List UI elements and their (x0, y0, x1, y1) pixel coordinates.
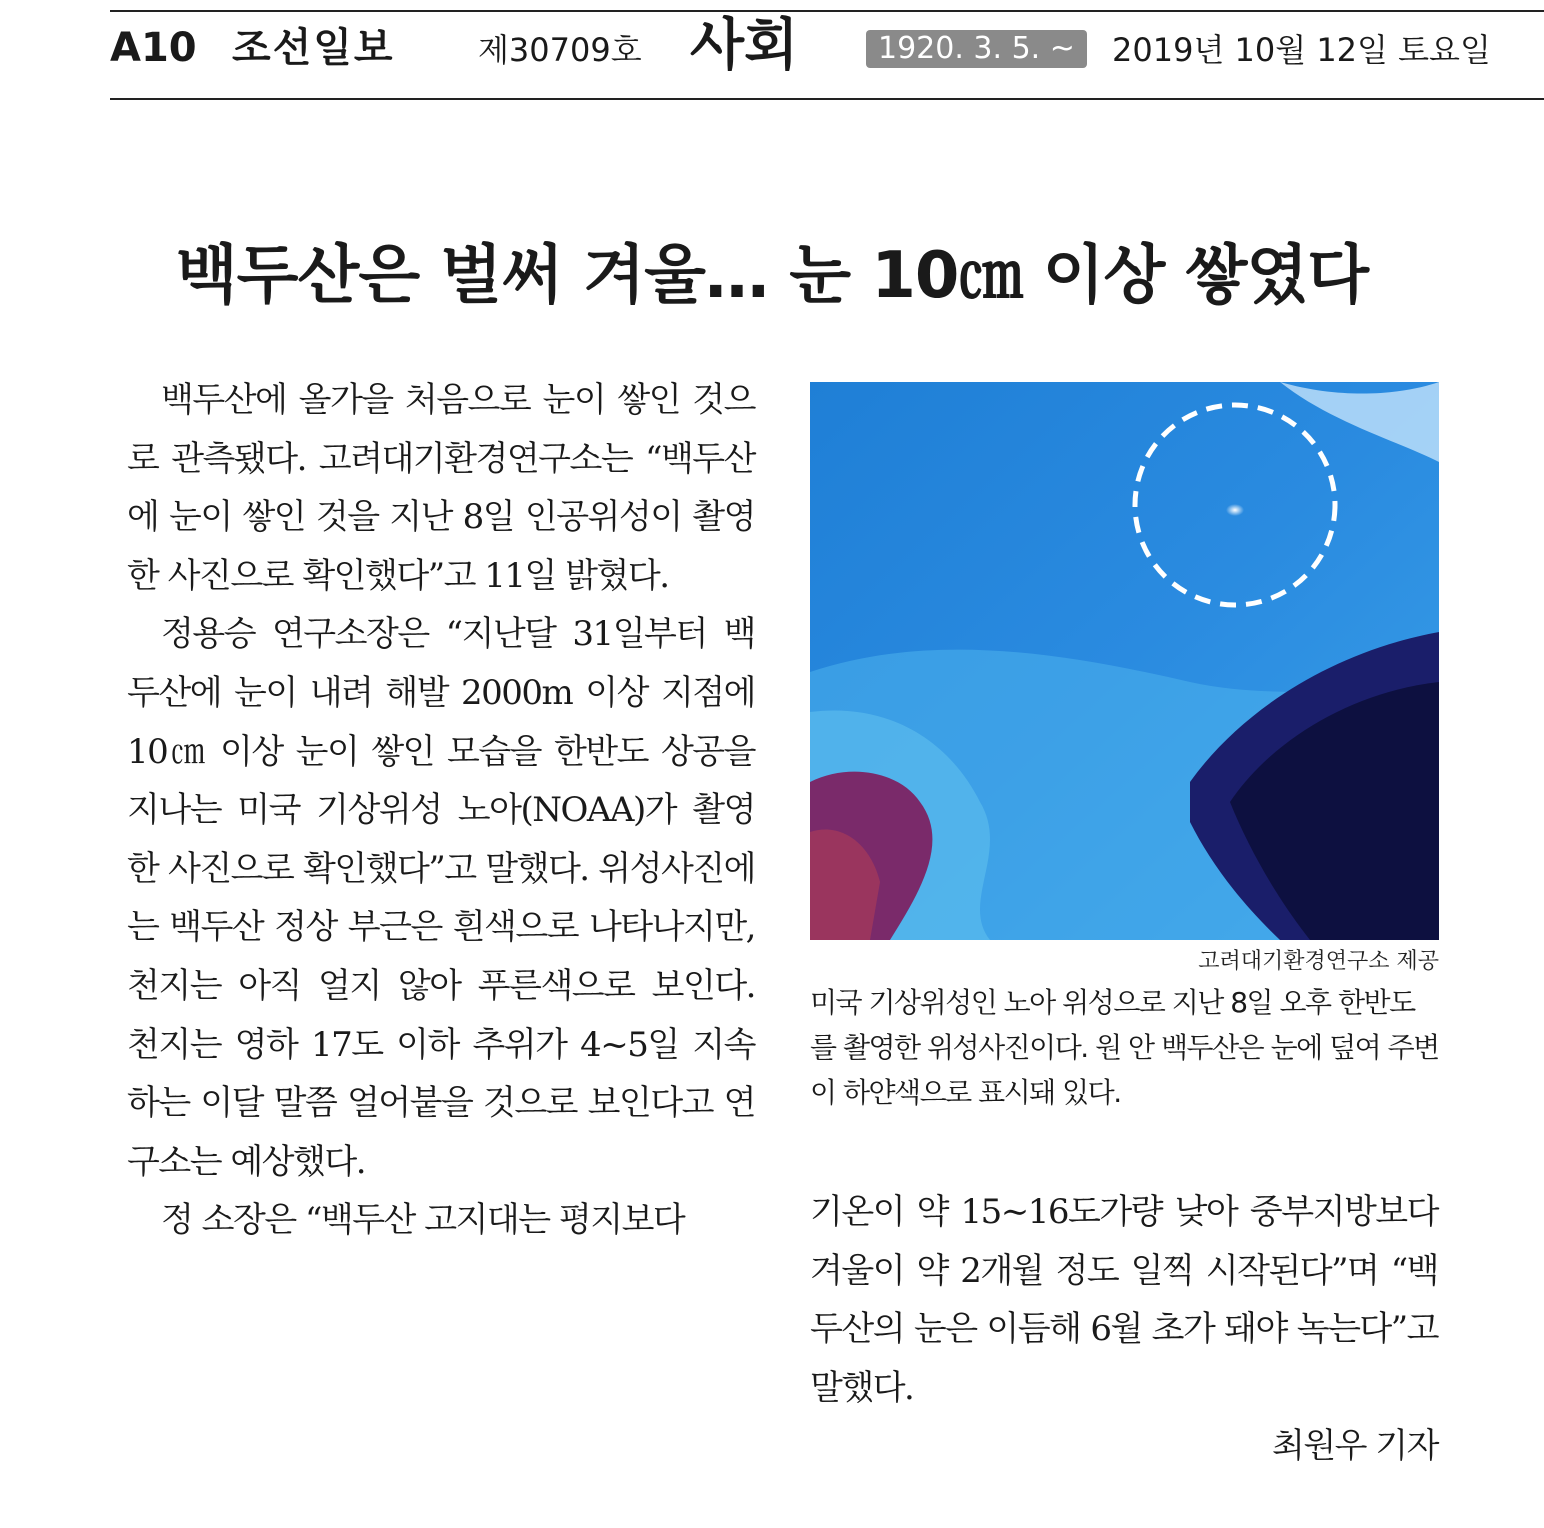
page-number: A10 (110, 25, 197, 71)
article-paragraph-continuation: 기온이 약 15∼16도가량 낮아 중부지방보다 겨울이 약 2개월 정도 일찍 시작된다”며 “백두산의 눈은 이듬해 6월 초가 돼야 녹는다”고 말했다. (810, 1192, 1438, 1408)
byline-row (810, 1417, 1438, 1476)
article-body-left-column (127, 371, 755, 1250)
article-paragraph: 백두산에 올가을 처음으로 눈이 쌓인 것으로 관측됐다. 고려대기환경연구소는 “백두산에 눈이 쌓인 것을 지난 8일 인공위성이 촬영한 사진으로 확인했다”고 11일 밝혔다. (127, 380, 755, 596)
paper-name: 조선일보 (232, 25, 395, 71)
article-body-right-column (810, 1183, 1438, 1476)
publication-date: 2019년 10월 12일 토요일 (1112, 31, 1491, 69)
photo-caption: 미국 기상위성인 노아 위성으로 지난 8일 오후 한반도를 촬영한 위성사진이다. 원 안 백두산은 눈에 덮여 주변이 하얀색으로 표시돼 있다. (810, 986, 1439, 1109)
article-paragraph: 정 소장은 “백두산 고지대는 평지보다 (161, 1200, 685, 1241)
section-title: 사회 (690, 13, 799, 78)
byline: 최원우 기자 (1271, 1426, 1438, 1467)
satellite-image (810, 382, 1439, 940)
issue-number: 제30709호 (478, 31, 642, 69)
photo-credit: 고려대기환경연구소 제공 (1198, 949, 1439, 974)
article-paragraph: 정용승 연구소장은 “지난달 31일부터 백두산에 눈이 내려 해발 2000m 이상 지점에 10㎝ 이상 눈이 쌓인 모습을 한반도 상공을 지나는 미국 기상위성 노아(NOAA)가 촬영한 사진으로 확인했다”고 말했다. 위성사진에는 백두산 정상 부근은 흰색으로 나타나지만, 천지는 아직 얼지 않아 푸른색으로 보인다. 천지는 영하 17도 이하 추위가 4~5일 지속하는 이달 말쯤 얼어붙을 것으로 보인다고 연구소는 예상했다. (127, 614, 755, 1182)
article-headline: 백두산은 벌써 겨울… 눈 10㎝ 이상 쌓였다 (175, 239, 1369, 313)
founding-date-badge: 1920. 3. 5. ~ (866, 30, 1087, 68)
masthead (110, 0, 1544, 100)
satellite-photo (810, 382, 1439, 940)
